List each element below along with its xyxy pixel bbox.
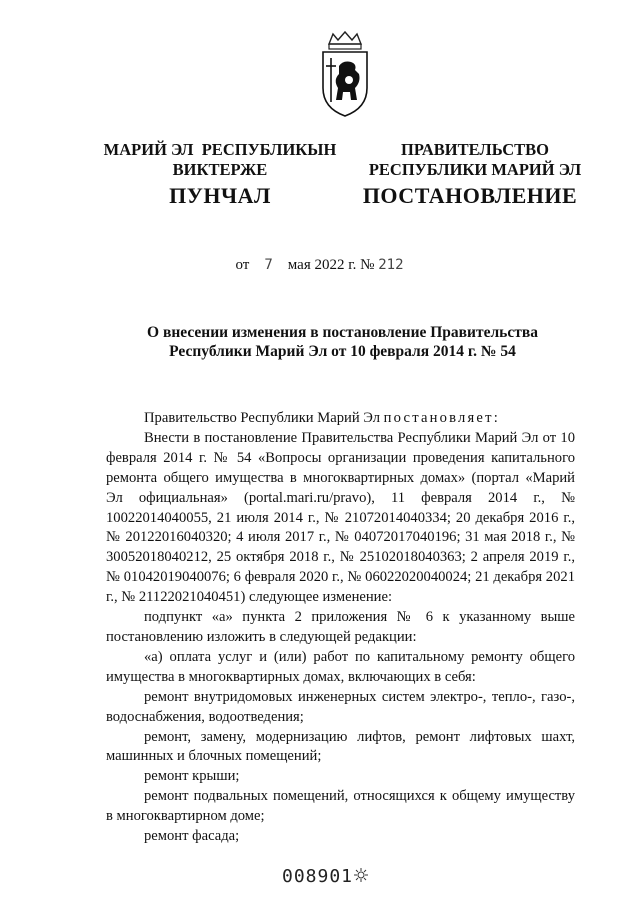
document-body: [106, 409, 575, 847]
paragraph-lifts: ремонт, замену, модернизацию лифтов, ремонт лифтовых шахт, машинных и блочных помещений;: [106, 728, 575, 765]
preamble-text: Правительство Республики Марий Эл: [144, 410, 384, 426]
preamble-verb: постановляет:: [383, 410, 500, 426]
subject-line2: Республики Марий Эл от 10 февраля 2014 г. № 54: [169, 343, 516, 360]
title-left: ПУНЧАЛ: [169, 183, 271, 208]
date-month-year: мая 2022 г. №: [287, 257, 375, 273]
paragraph-roof: ремонт крыши;: [144, 768, 240, 785]
paragraph-subpoint: подпункт «а» пункта 2 приложения № 6 к указанному выше постановлению изложить в следующей редакции:: [106, 609, 575, 645]
paragraph-item-a: «а) оплата услуг и (или) работ по капитальному ремонту общего имущества в многоквартирных домах, включающих в себя:: [106, 648, 575, 685]
header-left: [90, 140, 350, 180]
date-day: 7: [264, 257, 273, 273]
paragraph-main: Внести в постановление Правительства Республики Марий Эл от 10 февраля 2014 г. № 54 «Вопросы организации проведения капитального ремонта общего имущества в многоквартирных домах» (портал «Марий Эл официальная» (portal.mari.ru/pravo), 11 февраля 2014 г., № 10022014040055, 21 июля 2014 г., № 21072014040334; 20 декабря 2016 г., № 20122016040320; 4 июля 2017 г., № 04072017040196; 31 мая 2018 г., № 30052018040212, 25 октября 2018 г., № 25102018040363; 2 апреля 2019 г., № 01042019040076; 6 февраля 2020 г., № 06022020040024; 21 декабря 2021 г., № 21122021040451) следующее изменение:: [106, 429, 575, 606]
title-right: ПОСТАНОВЛЕНИЕ: [362, 183, 578, 208]
date-line: [0, 257, 639, 274]
header-right-line2: РЕСПУБЛИКИ МАРИЙ ЭЛ: [368, 160, 582, 179]
paragraph-facade: ремонт фасада;: [144, 828, 240, 845]
subject-line1: О внесении изменения в постановление Правительства: [147, 324, 538, 341]
paragraph-engineering: ремонт внутридомовых инженерных систем электро-, тепло-, газо-, водоснабжения, водоотведения;: [106, 688, 575, 725]
header-right-line1: ПРАВИТЕЛЬСТВО: [401, 140, 549, 159]
document-subject: [90, 323, 595, 361]
ornament-mark-icon: [353, 867, 369, 883]
header-left-line2: ВИКТЕРЖЕ: [172, 160, 268, 179]
document-number: 212: [378, 257, 404, 273]
date-prefix: от: [235, 257, 250, 273]
paragraph-preamble: [106, 409, 575, 429]
paragraph-basement: ремонт подвальных помещений, относящихся к общему имуществу в многоквартирном доме;: [106, 788, 575, 825]
header-left-line1: МАРИЙ ЭЛ РЕСПУБЛИКЫН: [103, 140, 337, 159]
serial-number: 008901: [282, 866, 354, 887]
header-right: [355, 140, 595, 180]
coat-of-arms-icon: [319, 30, 371, 118]
